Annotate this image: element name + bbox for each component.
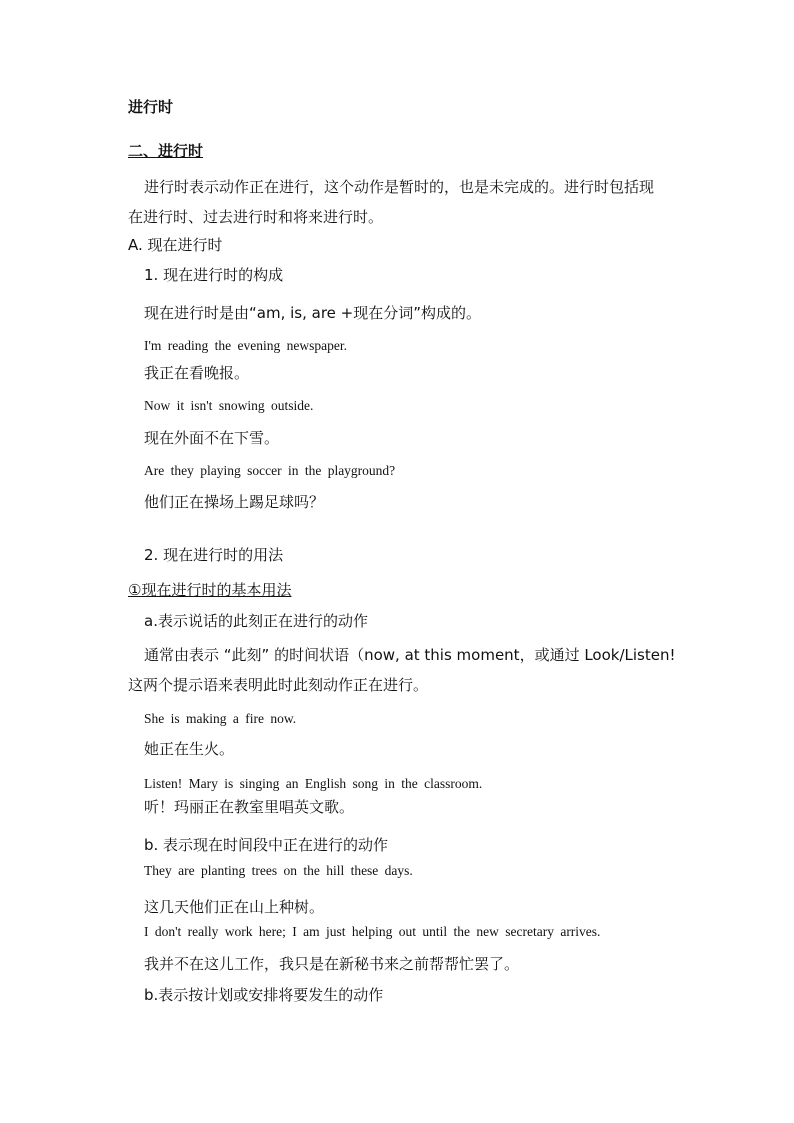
subsection-a-heading: A. 现在进行时 — [128, 236, 223, 254]
intro-line-2: 在进行时、过去进行时和将来进行时。 — [128, 208, 384, 226]
example-4-chinese: 她正在生火。 — [144, 740, 235, 758]
point-1-rule: 现在进行时是由“am, is, are +现在分词”构成的。 — [144, 304, 481, 322]
example-7-english: I don't really work here; I am just helping out until the new secretary arrives. — [144, 924, 601, 939]
example-4-english: She is making a fire now. — [144, 711, 297, 726]
example-7-chinese: 我并不在这儿工作，我只是在新秘书来之前帮帮忙罢了。 — [144, 955, 520, 973]
example-3-chinese: 他们正在操场上踢足球吗？ — [144, 493, 325, 511]
point-1-heading: 1. 现在进行时的构成 — [144, 266, 284, 284]
section-heading: 二、进行时 — [128, 142, 204, 160]
example-6-chinese: 这几天他们正在山上种树。 — [144, 898, 325, 916]
example-2-chinese: 现在外面不在下雪。 — [144, 429, 280, 447]
basic-usage-heading: ①现在进行时的基本用法 — [128, 581, 292, 599]
usage-a-heading: a.表示说话的此刻正在进行的动作 — [144, 612, 368, 630]
example-5-english: Listen! Mary is singing an English song in the classroom. — [144, 776, 483, 791]
example-6-english: They are planting trees on the hill these days. — [144, 863, 413, 878]
doc-title: 进行时 — [128, 98, 174, 116]
example-1-chinese: 我正在看晚报。 — [144, 364, 250, 382]
point-2-heading: 2. 现在进行时的用法 — [144, 546, 284, 564]
usage-a-description-1: 通常由表示 “此刻” 的时间状语（now, at this moment，或通过 Look/Listen! — [144, 646, 676, 664]
example-3-english: Are they playing soccer in the playground? — [144, 463, 396, 478]
intro-line-1: 进行时表示动作正在进行，这个动作是暂时的，也是未完成的。进行时包括现 — [144, 178, 655, 196]
example-1-english: I'm reading the evening newspaper. — [144, 338, 347, 353]
example-2-english: Now it isn't snowing outside. — [144, 398, 314, 413]
example-5-chinese: 听！玛丽正在教室里唱英文歌。 — [144, 798, 355, 816]
usage-b-heading: b. 表示现在时间段中正在进行的动作 — [144, 836, 389, 854]
usage-c-heading: b.表示按计划或安排将要发生的动作 — [144, 986, 384, 1004]
usage-a-description-2: 这两个提示语来表明此时此刻动作正在进行。 — [128, 676, 429, 694]
